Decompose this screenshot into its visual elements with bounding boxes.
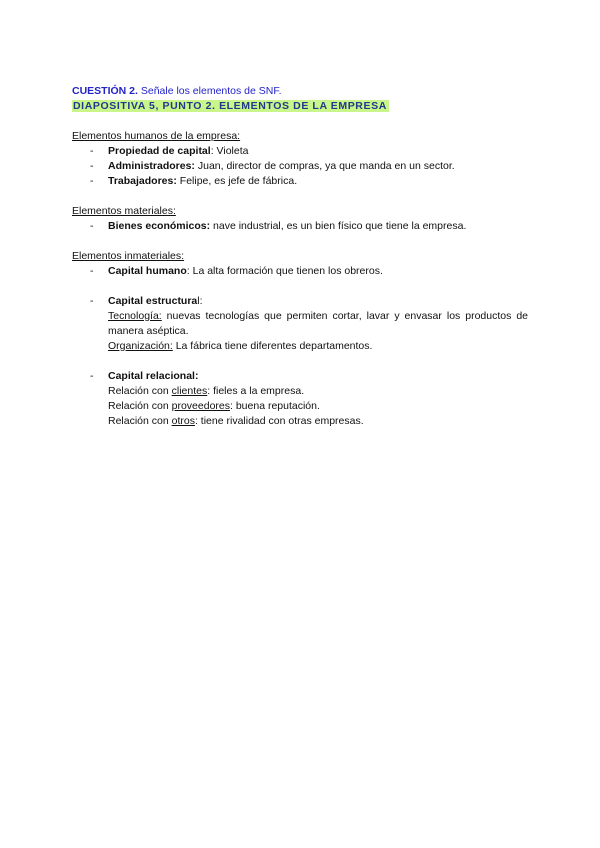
- relacion-prefix: Relación con: [108, 400, 172, 412]
- list-item: [72, 159, 532, 174]
- bullet-dash: -: [90, 295, 94, 307]
- item-text: Felipe, es jefe de fábrica.: [176, 175, 298, 187]
- relacion-who: otros: [171, 415, 195, 427]
- item-term-tail: l:: [197, 295, 203, 307]
- organizacion-row: [72, 339, 532, 354]
- item-term: Capital relacional:: [108, 370, 199, 382]
- item-term: Trabajadores:: [108, 175, 177, 187]
- slide-reference: DIAPOSITIVA 5, PUNTO 2. ELEMENTOS DE LA EMPRESA: [73, 100, 387, 112]
- relacion-who: proveedores: [171, 400, 230, 412]
- relacion-row: [72, 399, 532, 414]
- tecnologia-paragraph: [72, 309, 528, 339]
- bullet-dash: -: [90, 265, 94, 277]
- item-text: nave industrial, es un bien físico que tiene la empresa.: [210, 220, 467, 232]
- section-title-materiales: Elementos materiales:: [72, 205, 176, 217]
- item-term: Capital humano: [108, 265, 187, 277]
- relacion-who: clientes: [171, 385, 208, 397]
- document-page: [72, 84, 532, 429]
- relacion-row: [72, 384, 532, 399]
- list-item: [72, 219, 532, 234]
- relacion-text: : fieles a la empresa.: [207, 385, 305, 397]
- bullet-dash: -: [90, 175, 94, 187]
- tecnologia-text: nuevas tecnologías que permiten cortar, lavar y envasar los productos de manera aséptica.: [108, 310, 528, 337]
- item-term: Administradores:: [108, 160, 195, 172]
- section-title-inmateriales: Elementos inmateriales:: [72, 250, 185, 262]
- relacion-row: [72, 414, 532, 429]
- question-heading: [72, 84, 532, 99]
- question-text: Señale los elementos de SNF.: [140, 85, 282, 97]
- organizacion-text: La fábrica tiene diferentes departamentos.: [172, 340, 373, 352]
- bullet-dash: -: [90, 160, 94, 172]
- slide-reference-row: [72, 99, 532, 114]
- list-item: [72, 174, 532, 189]
- list-item: [72, 369, 532, 384]
- question-label: CUESTIÓN 2.: [72, 85, 138, 97]
- item-text: Violeta: [213, 145, 249, 157]
- bullet-dash: -: [90, 370, 94, 382]
- organizacion-label: Organización:: [108, 340, 173, 352]
- relacion-prefix: Relación con: [108, 415, 172, 427]
- item-term: Capital estructura: [108, 295, 198, 307]
- bullet-dash: -: [90, 145, 94, 157]
- section-title-humanos: Elementos humanos de la empresa:: [72, 130, 241, 142]
- spacer: [72, 354, 532, 369]
- list-item: [72, 294, 532, 309]
- item-text: : La alta formación que tienen los obreros.: [186, 265, 383, 277]
- tecnologia-label: Tecnología:: [108, 310, 162, 322]
- list-item: [72, 144, 532, 159]
- item-text: Juan, director de compras, ya que manda en un sector.: [194, 160, 455, 172]
- item-sep: :: [210, 145, 214, 157]
- spacer: [72, 279, 532, 294]
- list-item: [72, 264, 532, 279]
- relacion-text: : tiene rivalidad con otras empresas.: [194, 415, 364, 427]
- item-term: Propiedad de capital: [108, 145, 211, 157]
- item-term: Bienes económicos:: [108, 220, 211, 232]
- relacion-prefix: Relación con: [108, 385, 172, 397]
- relacion-text: : buena reputación.: [230, 400, 320, 412]
- bullet-dash: -: [90, 220, 94, 232]
